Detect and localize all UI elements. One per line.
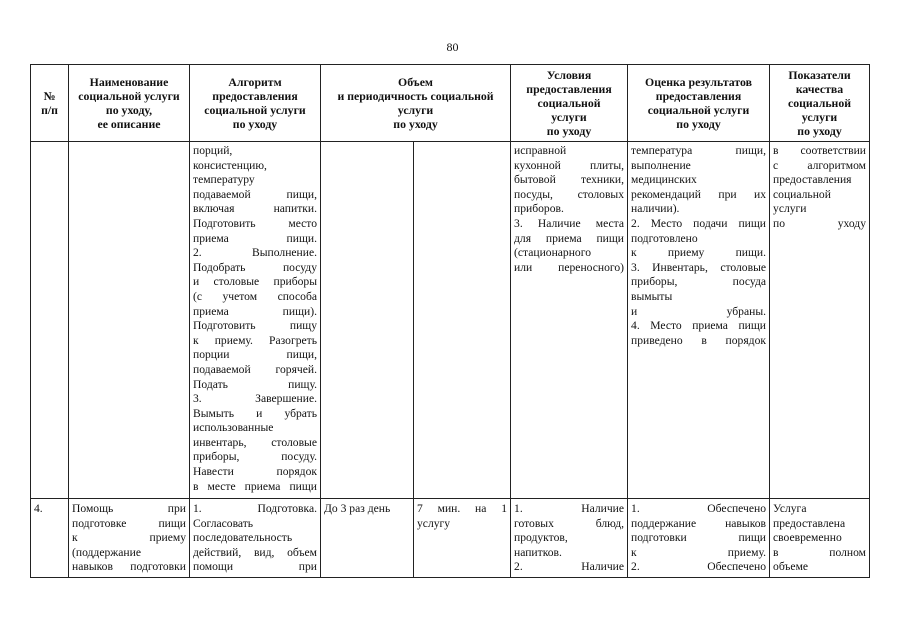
table-row-4	[31, 499, 870, 578]
text-line: в месте приема пищи	[193, 479, 317, 493]
text-line: 2. Место подачи пищи	[631, 216, 767, 230]
text-line: 3. Наличие места	[514, 216, 625, 230]
cell-quality	[770, 499, 870, 578]
text-line: услуги	[773, 202, 807, 216]
header-conditions: Условия предоставления социальной услуги по уходу	[511, 65, 628, 142]
cell-num-empty	[31, 142, 69, 499]
cell-evaluation	[628, 142, 770, 499]
text-line: порций,	[193, 144, 233, 157]
text-line: 2. Обеспечено	[631, 560, 767, 574]
text-line: (с учетом способа	[193, 289, 317, 303]
text-line: приведено в порядок	[631, 333, 767, 347]
header-algorithm: Алгоритм предоставления социальной услуги по уходу	[190, 65, 321, 142]
text-line: или переносного)	[514, 260, 625, 274]
text-line: кухонной плиты,	[514, 158, 625, 172]
cell-algorithm	[190, 499, 321, 578]
text-line: температура пищи,	[631, 144, 767, 157]
cell-periodicity: До 3 раз день	[321, 499, 414, 578]
text-line: предоставления	[773, 173, 852, 187]
text-line: вымыты	[631, 289, 673, 303]
text-line: поддержание навыков	[631, 516, 767, 530]
text-line: приборы, посуду.	[193, 450, 317, 464]
text-line: 4. Место приема пищи	[631, 319, 767, 333]
table-header-row	[31, 65, 870, 142]
text-line: бытовой техники,	[514, 173, 625, 187]
cell-num: 4.	[31, 499, 69, 578]
text-line: приема пищи.	[193, 231, 317, 245]
text-line: напитков.	[514, 545, 562, 559]
header-num: № п/п	[31, 65, 69, 142]
header-evaluation: Оценка результатов предоставления социальной услуги по уходу	[628, 65, 770, 142]
text-line: рекомендаций при их	[631, 187, 767, 201]
text-line: Согласовать	[193, 516, 254, 530]
page-number: 80	[446, 40, 459, 54]
header-name: Наименование социальной услуги по уходу, ее описание	[69, 65, 190, 142]
text-line: консистенцию,	[193, 158, 267, 172]
cell-algorithm	[190, 142, 321, 499]
text-line: подготовке пищи	[72, 516, 186, 530]
text-line: последовательность	[193, 531, 293, 545]
text-line: Подготовить место	[193, 216, 317, 230]
cell-name	[69, 499, 190, 578]
text-line: и убраны.	[631, 304, 767, 318]
text-line: инвентарь, столовые	[193, 435, 317, 449]
text-line: в соответствии	[773, 144, 867, 157]
text-line: 1. Наличие	[514, 502, 625, 515]
text-line: наличии).	[631, 202, 680, 216]
text-line: для приема пищи	[514, 231, 625, 245]
text-line: исправной	[514, 144, 567, 157]
text-line: выполнение	[631, 158, 691, 172]
text-line: действий, вид, объем	[193, 545, 317, 559]
text-line: подготовки пищи	[631, 531, 767, 545]
cell-conditions	[511, 142, 628, 499]
text-line: Подготовить пищу	[193, 319, 317, 333]
header-volume: Объем и периодичность социальной услуги по уходу	[321, 65, 511, 142]
text-line: подготовлено	[631, 231, 698, 245]
text-line: подаваемой пищи,	[193, 187, 317, 201]
text-line: использованные	[193, 421, 274, 435]
table-row-continued	[31, 142, 870, 499]
text-line: 2. Наличие	[514, 560, 625, 574]
text-line: медицинских	[631, 173, 697, 187]
text-line: объеме	[773, 560, 809, 574]
text-line: продуктов,	[514, 531, 568, 545]
text-line: подаваемой горячей.	[193, 362, 317, 376]
text-line: (стационарного	[514, 246, 591, 260]
text-line: навыков подготовки	[72, 560, 186, 574]
text-line: предоставлена	[773, 516, 846, 530]
cell-duration-empty	[414, 142, 511, 499]
text-line: Подать пищу.	[193, 377, 317, 391]
text-line: к приему	[72, 531, 186, 545]
text-line: к приему пищи.	[631, 246, 767, 260]
services-table	[30, 64, 870, 578]
text-line: приборов.	[514, 202, 564, 216]
header-quality: Показатели качества социальной услуги по уходу	[770, 65, 870, 142]
cell-quality	[770, 142, 870, 499]
text-line: 1. Обеспечено	[631, 502, 767, 515]
text-line: посуды, столовых	[514, 187, 625, 201]
cell-conditions	[511, 499, 628, 578]
text-line: своевременно	[773, 531, 842, 545]
cell-duration: 7 мин. на 1 услугу	[414, 499, 511, 578]
cell-name-empty	[69, 142, 190, 499]
text-line: приборы, посуда	[631, 275, 767, 289]
text-line: Подобрать посуду	[193, 260, 317, 274]
text-line: порции пищи,	[193, 348, 317, 362]
text-line: (поддержание	[72, 545, 141, 559]
cell-evaluation	[628, 499, 770, 578]
text-line: Вымыть и убрать	[193, 406, 317, 420]
text-line: Помощь при	[72, 502, 186, 515]
text-line: и столовые приборы	[193, 275, 317, 289]
text-line: Навести порядок	[193, 465, 317, 479]
text-line: Услуга	[773, 502, 807, 515]
text-line: 3. Завершение.	[193, 392, 317, 406]
text-line: помощи при	[193, 560, 317, 574]
text-line: 2. Выполнение.	[193, 246, 317, 260]
text-line: 3. Инвентарь, столовые	[631, 260, 767, 274]
text-line: к приему.	[631, 545, 767, 559]
text-line: в полном	[773, 545, 867, 559]
text-line: 1. Подготовка.	[193, 502, 317, 515]
text-line: температуру	[193, 173, 255, 187]
cell-periodicity-empty	[321, 142, 414, 499]
text-line: к приему. Разогреть	[193, 333, 317, 347]
text-line: социальной	[773, 187, 831, 201]
text-line: готовых блюд,	[514, 516, 625, 530]
text-line: с алгоритмом	[773, 158, 867, 172]
text-line: приема пищи).	[193, 304, 317, 318]
text-line: включая напитки.	[193, 202, 317, 216]
text-line: по уходу	[773, 216, 867, 230]
